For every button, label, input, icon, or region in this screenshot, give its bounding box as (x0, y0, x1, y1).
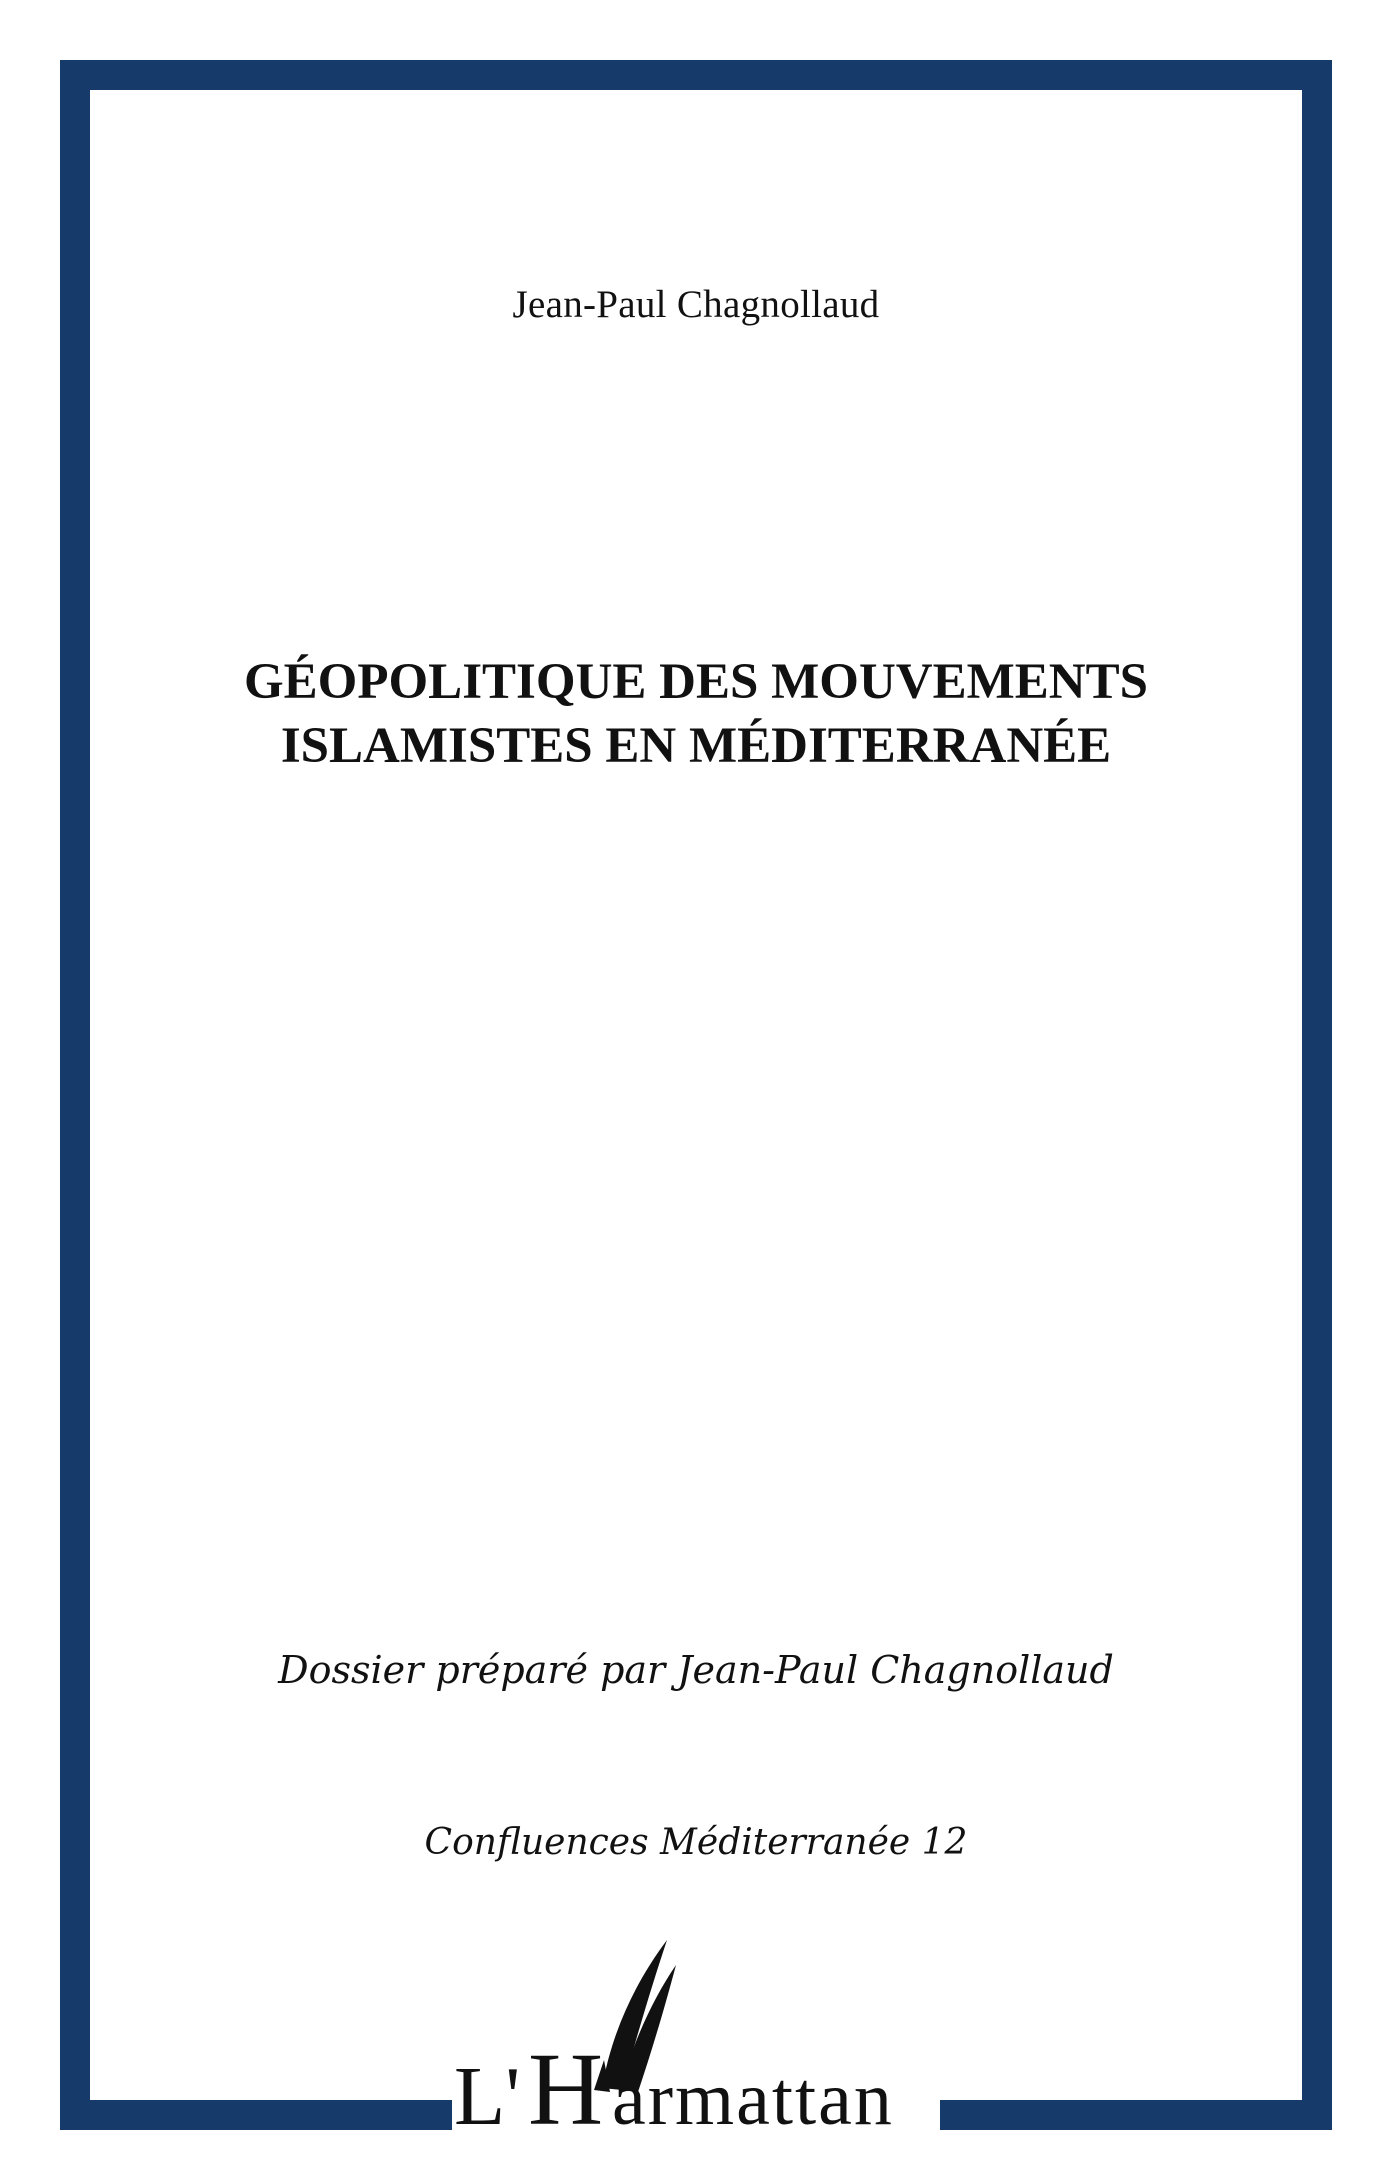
book-title-line-1: GÉOPOLITIQUE DES MOUVEMENTS (244, 654, 1148, 710)
dossier-credit: Dossier préparé par Jean-Paul Chagnollaud (278, 1648, 1114, 1692)
frame-left-border (60, 60, 90, 2130)
frame-bottom-right-border (940, 2100, 1332, 2130)
author-name: Jean-Paul Chagnollaud (512, 283, 880, 326)
frame-top-border (60, 60, 1332, 90)
logo-initial: H (528, 2032, 604, 2140)
publisher-logo (452, 1940, 940, 2140)
frame-bottom-left-border (60, 2100, 452, 2130)
logo-prefix: L' (454, 2050, 521, 2140)
logo-rest: armattan (612, 2057, 894, 2140)
book-title-line-2: ISLAMISTES EN MÉDITERRANÉE (280, 718, 1112, 774)
series-name: Confluences Méditerranée 12 (424, 1822, 968, 1863)
book-title (90, 650, 1302, 778)
frame-right-border (1302, 60, 1332, 2130)
